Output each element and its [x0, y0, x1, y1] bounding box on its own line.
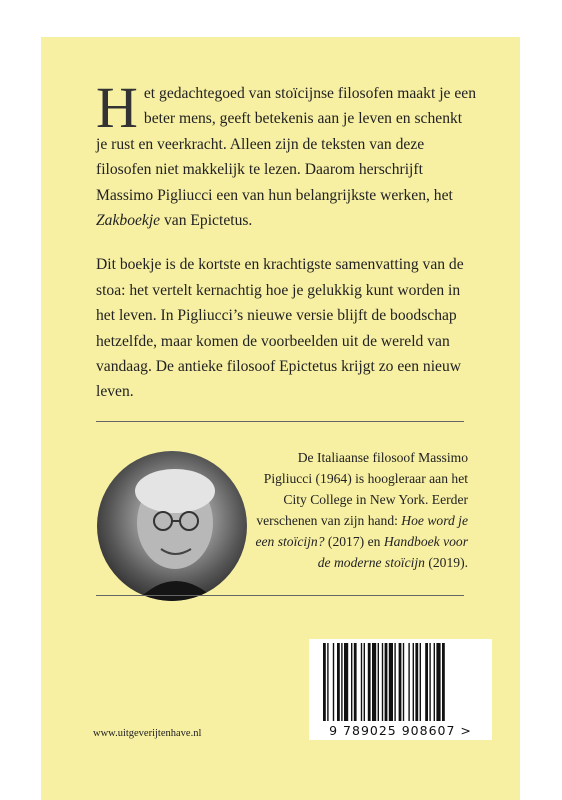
barcode-bar	[333, 643, 334, 721]
back-cover	[41, 37, 520, 800]
barcode-bar	[337, 643, 340, 721]
blurb-paragraph-1	[96, 75, 476, 233]
barcode-bar	[327, 643, 328, 721]
barcode-bar	[420, 643, 421, 721]
barcode-bar	[394, 643, 395, 721]
year-2: (2019).	[424, 555, 468, 570]
barcode-bar	[429, 643, 430, 721]
barcode-bar	[351, 643, 352, 721]
barcode-bar	[341, 643, 342, 721]
drop-cap: H	[96, 75, 138, 140]
blurb	[96, 75, 476, 424]
barcode-bar	[399, 643, 402, 721]
book-title-zakboekje: Zakboekje	[96, 212, 161, 230]
isbn-barcode	[309, 639, 492, 740]
publisher-url: www.uitgeverijtenhave.nl	[93, 728, 202, 739]
barcode-bar	[372, 643, 376, 721]
top-divider	[96, 421, 464, 422]
blurb-paragraph-1-end: van Epictetus.	[160, 212, 253, 230]
barcode-bar	[368, 643, 371, 721]
barcode-bar	[442, 643, 445, 721]
barcode-bar	[378, 643, 379, 721]
barcode-bar	[403, 643, 404, 721]
barcode-bar	[408, 643, 409, 721]
barcode-bar	[361, 643, 362, 721]
barcode-bar	[415, 643, 418, 721]
blurb-paragraph-2: Dit boekje is de kortste en krachtigste samenvatting van de stoa: het vertelt kernachtig hoe je gelukkig kunt worden in het leven. In Pigliucci’s nieuwe versie blijft de boodschap hetzelfde, maar komen de voorbeelden uit de wereld van vandaag. De antieke filosoof Epictetus krijgt zo een nieuw leven.	[96, 256, 464, 401]
barcode-bar	[434, 643, 435, 721]
year-1: (2017) en	[324, 534, 384, 549]
book-title-2: Handboek voor de moderne stoïcijn	[317, 534, 468, 570]
blurb-paragraph-1-text: et gedachtegoed van stoïcijnse filosofen maakt je een beter mens, geeft betekenis aan je leven en schenkt je rust en veerkracht. Alleen zijn de teksten van deze filosofen niet makkelijk te lezen. Daarom herschrijft Massimo Pigliucci een van hun belangrijkste werken, het	[96, 85, 476, 204]
barcode-bar	[425, 643, 428, 721]
author-photo	[97, 451, 247, 601]
bottom-divider	[96, 595, 464, 596]
barcode-bar	[436, 643, 440, 721]
barcode-bar	[344, 643, 348, 721]
author-bio	[253, 447, 468, 573]
book-title-1: Hoe word je een stoïcijn?	[255, 513, 468, 549]
barcode-bar	[323, 643, 326, 721]
isbn-number: 9 789025 908607 >	[329, 723, 472, 738]
barcode-bar	[354, 643, 357, 721]
barcode-bar	[385, 643, 388, 721]
barcode-bar	[382, 643, 383, 721]
barcode-bar	[389, 643, 393, 721]
barcode-bar	[413, 643, 414, 721]
author-bio-text: De Italiaanse filosoof Massimo Pigliucci (1964) is hoogleraar aan het City College in New York. Eerder verschenen van zijn hand:	[256, 450, 468, 528]
barcode-bar	[364, 643, 365, 721]
